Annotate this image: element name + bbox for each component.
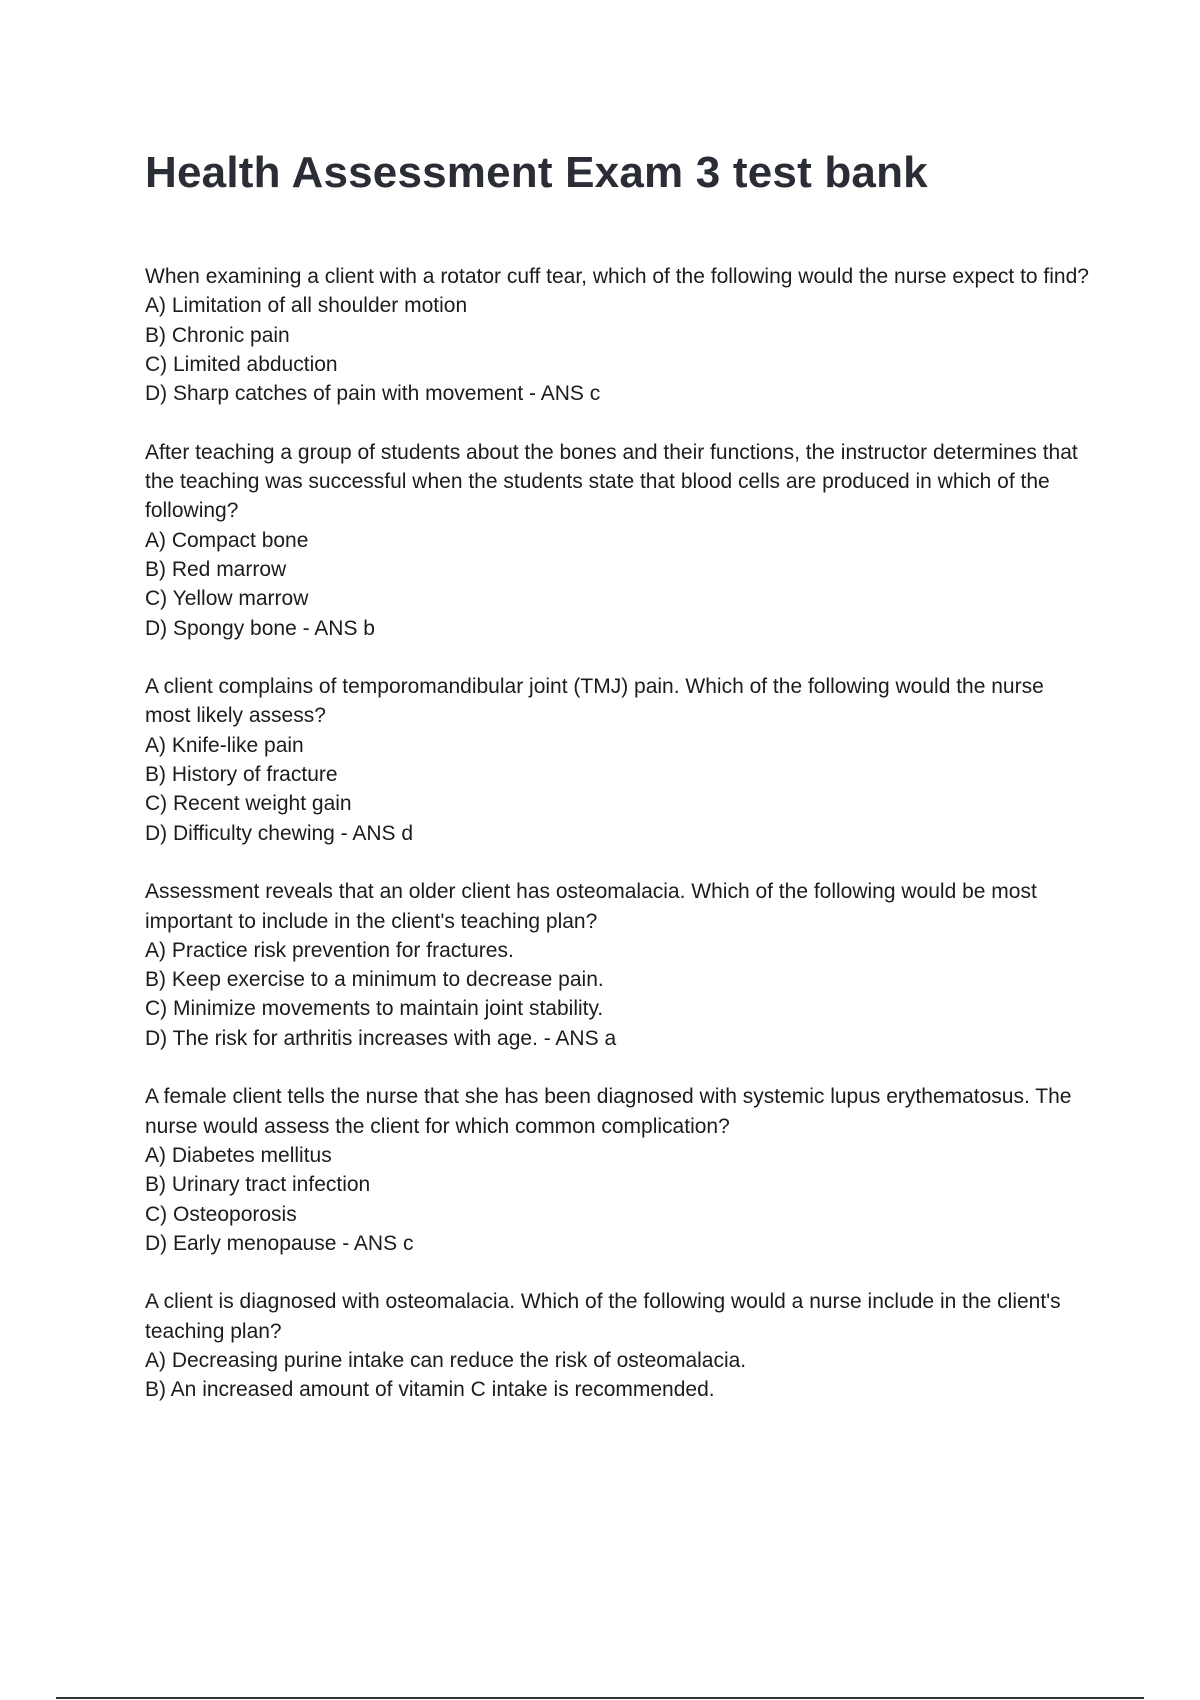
option-c: C) Minimize movements to maintain joint stability.	[145, 997, 604, 1021]
option-d	[145, 819, 1095, 848]
question-2	[145, 438, 1095, 643]
option-d-text: D) Difficulty chewing	[145, 821, 335, 845]
option-d-text: D) The risk for arthritis increases with age.	[145, 1026, 538, 1050]
answer-key: - ANS b	[296, 616, 375, 640]
option-c: C) Yellow marrow	[145, 587, 309, 611]
question-text: After teaching a group of students about the bones and their functions, the instructor determines that the teaching was successful when the students state that blood cells are produced in which of the following?	[145, 440, 1078, 523]
question-text: Assessment reveals that an older client has osteomalacia. Which of the following would be most important to include in the client's teaching plan?	[145, 880, 1037, 933]
option-b: B) Chronic pain	[145, 323, 290, 347]
question-text: A female client tells the nurse that she has been diagnosed with systemic lupus erythematosus. The nurse would assess the client for which common complication?	[145, 1085, 1072, 1138]
option-a: A) Practice risk prevention for fractures.	[145, 938, 514, 962]
option-b: B) Red marrow	[145, 557, 287, 581]
question-5	[145, 1082, 1095, 1258]
answer-key: - ANS a	[537, 1026, 617, 1050]
option-d	[145, 614, 1095, 643]
question-6	[145, 1287, 1095, 1404]
option-a: A) Decreasing purine intake can reduce the risk of osteomalacia.	[145, 1348, 747, 1372]
page-title: Health Assessment Exam 3 test bank	[145, 148, 928, 197]
question-text: A client complains of temporomandibular joint (TMJ) pain. Which of the following would the nurse most likely assess?	[145, 675, 1044, 728]
answer-key: - ANS c	[336, 1231, 414, 1255]
option-b: B) Urinary tract infection	[145, 1173, 371, 1197]
option-c: C) Limited abduction	[145, 352, 338, 376]
option-b: B) Keep exercise to a minimum to decrease pain.	[145, 968, 604, 992]
question-1	[145, 262, 1095, 408]
option-c: C) Recent weight gain	[145, 792, 352, 816]
option-a: A) Compact bone	[145, 528, 309, 552]
question-4	[145, 877, 1095, 1053]
option-d-text: D) Spongy bone	[145, 616, 297, 640]
answer-key: - ANS d	[334, 821, 414, 845]
option-d	[145, 1229, 1095, 1258]
option-a: A) Diabetes mellitus	[145, 1143, 332, 1167]
option-a: A) Knife-like pain	[145, 733, 304, 757]
answer-key: - ANS c	[523, 382, 601, 406]
question-text: When examining a client with a rotator cuff tear, which of the following would the nurse expect to find?	[145, 265, 1089, 288]
question-list	[145, 262, 1095, 1405]
option-b: B) History of fracture	[145, 763, 338, 787]
option-d-text: D) Sharp catches of pain with movement	[145, 382, 524, 406]
option-d-text: D) Early menopause	[145, 1231, 337, 1255]
document-page	[145, 0, 1095, 1434]
option-d	[145, 1024, 1095, 1053]
question-3	[145, 672, 1095, 848]
option-b: B) An increased amount of vitamin C intake is recommended.	[145, 1378, 715, 1402]
question-text: A client is diagnosed with osteomalacia. Which of the following would a nurse include in the client's teaching plan?	[145, 1290, 1061, 1343]
option-c: C) Osteoporosis	[145, 1202, 297, 1226]
option-a: A) Limitation of all shoulder motion	[145, 294, 468, 318]
option-d	[145, 379, 1095, 408]
footer-divider	[56, 1697, 1144, 1699]
